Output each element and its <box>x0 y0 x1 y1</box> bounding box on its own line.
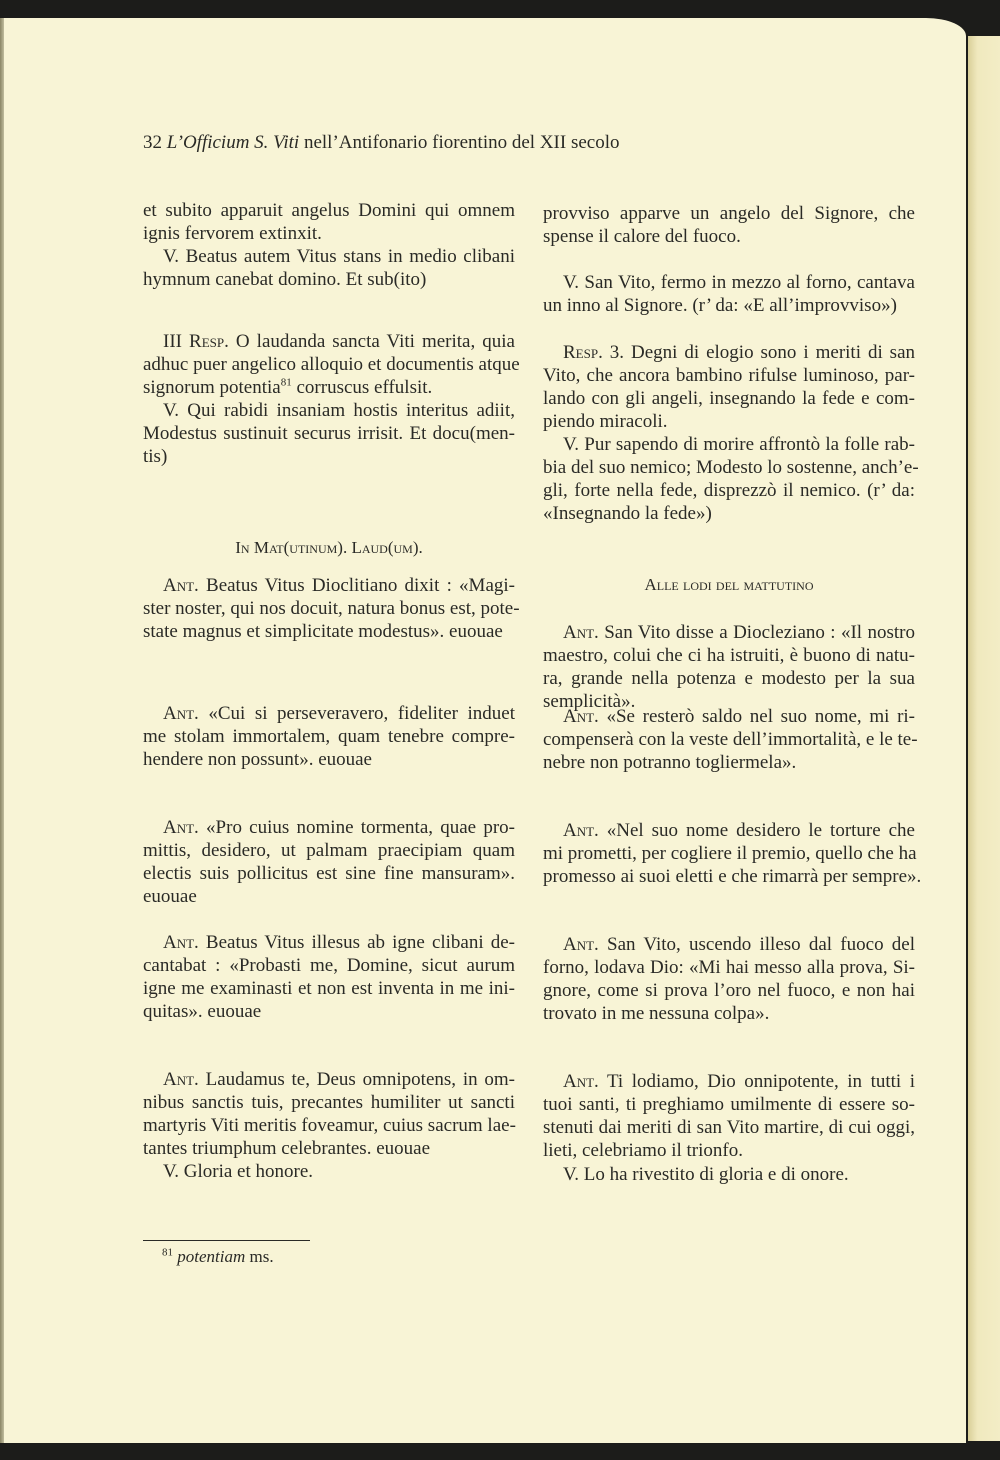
line-text: tis) <box>143 446 168 467</box>
line-text: ra, grande nella potenza e modesto per la sua <box>543 668 915 689</box>
text-line <box>143 353 520 376</box>
text-line <box>143 245 515 268</box>
text-block <box>143 1160 515 1183</box>
line-text: lieti, celebriamo il trionfo. <box>543 1140 743 1161</box>
text-line <box>543 705 915 728</box>
line-text: et subito apparuit angelus Domini qui omnem <box>143 200 515 221</box>
text-block-ant <box>143 1068 515 1160</box>
line-text: gnore, come si prova l’oro nel fuoco, e non hai <box>543 980 915 1001</box>
line-text: San Vito, uscendo illeso dal fuoco del <box>598 934 915 955</box>
line-text: ignis fervorem extinxit. <box>143 223 322 244</box>
rubric-label: Ant. <box>163 817 199 838</box>
line-text: spense il calore del fuoco. <box>543 226 741 247</box>
line-text: San Vito disse a Diocleziano : «Il nostro <box>598 622 915 643</box>
running-header <box>143 132 619 154</box>
text-block <box>143 199 515 245</box>
rubric-label: Ant. <box>563 706 599 727</box>
text-line <box>543 202 915 225</box>
line-text: nebre non potranno togliermela». <box>543 752 797 773</box>
line-text: 3. Degni di elogio sono i meriti di san <box>602 342 915 363</box>
text-line <box>143 725 515 748</box>
text-block <box>143 245 515 291</box>
line-text: signorum potentia <box>143 377 281 398</box>
text-block-ant <box>543 819 922 888</box>
line-text: tantes triumphum celebrantes. euouae <box>143 1138 431 1159</box>
rubric-label: Ant. <box>563 622 599 643</box>
text-line <box>543 751 915 774</box>
section-heading-latin: In Mat(utinum). Laud(um). <box>235 538 423 557</box>
line-text: piendo miracoli. <box>543 411 668 432</box>
text-block <box>143 399 515 468</box>
line-text: stenuti dai meriti di san Vito martire, di cui oggi, <box>543 1117 915 1138</box>
text-line <box>143 199 515 222</box>
line-text: «Insegnando la fede») <box>543 503 712 524</box>
text-line <box>143 330 515 353</box>
text-line <box>543 433 915 456</box>
text-line <box>543 387 915 410</box>
text-line <box>543 1070 915 1093</box>
text-line <box>143 1091 515 1114</box>
line-text: cantabat : «Probasti me, Domine, sicut aurum <box>143 955 515 976</box>
text-block-ant <box>143 702 515 771</box>
line-text: nibus sanctis tuis, precantes humiliter ut sancti <box>143 1092 515 1113</box>
text-block-ant <box>543 933 915 1025</box>
text-line <box>143 422 515 445</box>
text-line <box>143 839 515 862</box>
rubric-label: Ant. <box>563 1071 599 1092</box>
text-line <box>543 479 915 502</box>
rubric-label: Ant. <box>563 820 599 841</box>
line-text: Laudamus te, Deus omnipotens, in om- <box>198 1069 515 1090</box>
line-text: mittis, desidero, ut palmam praecipiam quam <box>143 840 515 861</box>
page-number: 32 <box>143 132 162 153</box>
text-line <box>543 667 915 690</box>
line-text: bia del suo nemico; Modesto lo sostenne, anch’e- <box>543 457 919 478</box>
text-line <box>543 364 915 387</box>
line-text: provviso apparve un angelo del Signore, che <box>543 203 915 224</box>
line-text: quitas». euouae <box>143 1001 262 1022</box>
text-line <box>543 865 922 888</box>
section-heading-italian: Alle lodi del mattutino <box>644 575 814 594</box>
line-text: lando con gli angeli, insegnando la fede e com- <box>543 388 915 409</box>
line-text: forno, lodava Dio: «Mi hai messo alla prova, Si- <box>543 957 915 978</box>
text-line <box>543 1163 915 1186</box>
rubric-label: Ant. <box>163 703 199 724</box>
text-line <box>543 502 915 525</box>
line-text: «Pro cuius nomine tormenta, quae pro- <box>198 817 515 838</box>
line-text: gli, forte nella fede, disprezzò il nemico. (r’ da: <box>543 480 915 501</box>
text-line <box>543 1002 915 1025</box>
text-line <box>143 620 515 643</box>
text-line <box>143 399 515 422</box>
line-text: ster noster, qui nos docuit, natura bonus est, pote- <box>143 598 520 619</box>
line-text: V. Gloria et honore. <box>163 1161 314 1182</box>
text-line <box>143 445 515 468</box>
text-line <box>143 702 515 725</box>
header-title-italic: L’Officium S. Viti <box>166 132 300 153</box>
line-text: V. Qui rabidi insaniam hostis interitus adiit, <box>163 400 515 421</box>
text-line <box>143 885 515 908</box>
line-text: O laudanda sancta Viti merita, quia <box>228 331 515 352</box>
line-text: Ti lodiamo, Dio onnipotente, in tutti i <box>598 1071 915 1092</box>
text-line <box>143 1114 515 1137</box>
text-line <box>543 842 915 865</box>
text-block-ant <box>543 1070 915 1162</box>
text-line <box>543 456 919 479</box>
text-line <box>543 410 915 433</box>
text-line <box>543 271 915 294</box>
text-line <box>143 931 515 954</box>
text-line <box>543 819 915 842</box>
text-block-iiiresp <box>143 330 520 399</box>
rubric-label: III Resp. <box>163 331 229 352</box>
text-line <box>543 621 915 644</box>
line-text: mi prometti, per cogliere il premio, quello che ha <box>543 843 917 864</box>
line-text: trovato in me nessuna colpa». <box>543 1003 770 1024</box>
text-block <box>543 1163 915 1186</box>
text-line <box>543 225 915 248</box>
text-line <box>143 376 515 399</box>
line-text: hendere non possunt». euouae <box>143 749 372 770</box>
text-block-resp <box>543 341 915 433</box>
text-line <box>143 1137 515 1160</box>
line-text: adhuc puer angelico alloquio et documentis atque <box>143 354 520 375</box>
line-text: maestro, colui che ci ha istruiti, è buono di natu- <box>543 645 915 666</box>
line-text: promesso ai suoi eletti e che rimarrà per sempre». <box>543 866 922 887</box>
footnote <box>162 1247 274 1267</box>
line-text: Vito, che ancora bambino rifulse luminoso, par- <box>543 365 915 386</box>
line-text: compenserà con la veste dell’immortalità, e le te- <box>543 729 918 750</box>
footnote-rule <box>143 1240 310 1241</box>
rubric-label: Ant. <box>563 934 599 955</box>
line-text: Beatus Vitus illesus ab igne clibani de- <box>198 932 515 953</box>
text-line <box>143 1000 515 1023</box>
footnote-reference: 81 <box>280 376 292 389</box>
text-line <box>543 294 915 317</box>
header-title-rest: nell’Antifonario fiorentino del XII secolo <box>299 132 620 153</box>
text-line <box>143 222 515 245</box>
text-line <box>143 268 515 291</box>
line-text: tuoi santi, ti preghiamo umilmente di essere so- <box>543 1094 915 1115</box>
text-line <box>543 933 915 956</box>
text-block-ant <box>143 931 515 1023</box>
line-text: martyris Viti meritis foveamur, cuius sacrum lae- <box>143 1115 516 1136</box>
text-line <box>143 954 515 977</box>
text-line <box>143 1160 515 1183</box>
footnote-number: 81 <box>162 1246 173 1259</box>
text-block <box>543 202 915 248</box>
line-text: hymnum canebat domino. Et sub(ito) <box>143 269 427 290</box>
text-line <box>143 748 515 771</box>
line-text: V. Pur sapendo di morire affrontò la folle rab- <box>563 434 915 455</box>
line-text: un inno al Signore. (r’ da: «E all’improvviso») <box>543 295 897 316</box>
footnote-rest: ms. <box>245 1247 274 1266</box>
line-text: Modestus sustinuit securus irrisit. Et docu(men- <box>143 423 515 444</box>
text-line <box>143 977 515 1000</box>
rubric-label: Ant. <box>163 1069 199 1090</box>
text-line <box>543 1139 915 1162</box>
text-line <box>543 1116 915 1139</box>
footnote-italic: potentiam <box>177 1247 246 1266</box>
text-block-ant <box>143 574 520 643</box>
text-line <box>543 341 915 364</box>
line-text: V. San Vito, fermo in mezzo al forno, cantava <box>563 272 915 293</box>
text-line <box>543 1093 915 1116</box>
rubric-label: Ant. <box>163 575 199 596</box>
line-text: V. Lo ha rivestito di gloria e di onore. <box>563 1164 849 1185</box>
line-text: electis suis pollicitus est sine fine mansuram». <box>143 863 515 884</box>
text-block <box>543 271 915 317</box>
rubric-label: Ant. <box>163 932 199 953</box>
line-text: V. Beatus autem Vitus stans in medio clibani <box>163 246 515 267</box>
line-text: corruscus effulsit. <box>291 377 433 398</box>
line-text: «Nel suo nome desidero le torture che <box>598 820 915 841</box>
text-block <box>543 433 919 525</box>
rubric-label: Resp. <box>563 342 603 363</box>
text-line <box>543 644 915 667</box>
line-text: igne me examinasti et non est inventa in me ini- <box>143 978 515 999</box>
line-text: «Se resterò saldo nel suo nome, mi ri- <box>598 706 915 727</box>
text-line <box>143 597 520 620</box>
text-line <box>143 1068 515 1091</box>
text-block-ant <box>543 621 915 713</box>
line-text: «Cui si perseveravero, fideliter induet <box>198 703 515 724</box>
text-block-ant <box>143 816 515 908</box>
line-text: Beatus Vitus Dioclitiano dixit : «Magi- <box>198 575 515 596</box>
line-text: me stolam immortalem, quam tenebre compre- <box>143 726 515 747</box>
line-text: euouae <box>143 886 197 907</box>
text-line <box>543 979 915 1002</box>
text-line <box>143 574 515 597</box>
text-line <box>543 728 918 751</box>
text-line <box>143 816 515 839</box>
next-page-edge <box>968 36 1000 1441</box>
text-line <box>543 956 915 979</box>
text-line <box>143 862 515 885</box>
line-text: semplicità». <box>543 691 636 712</box>
text-block-ant <box>543 705 918 774</box>
line-text: state magnus et simplicitate modestus». euouae <box>143 621 503 642</box>
